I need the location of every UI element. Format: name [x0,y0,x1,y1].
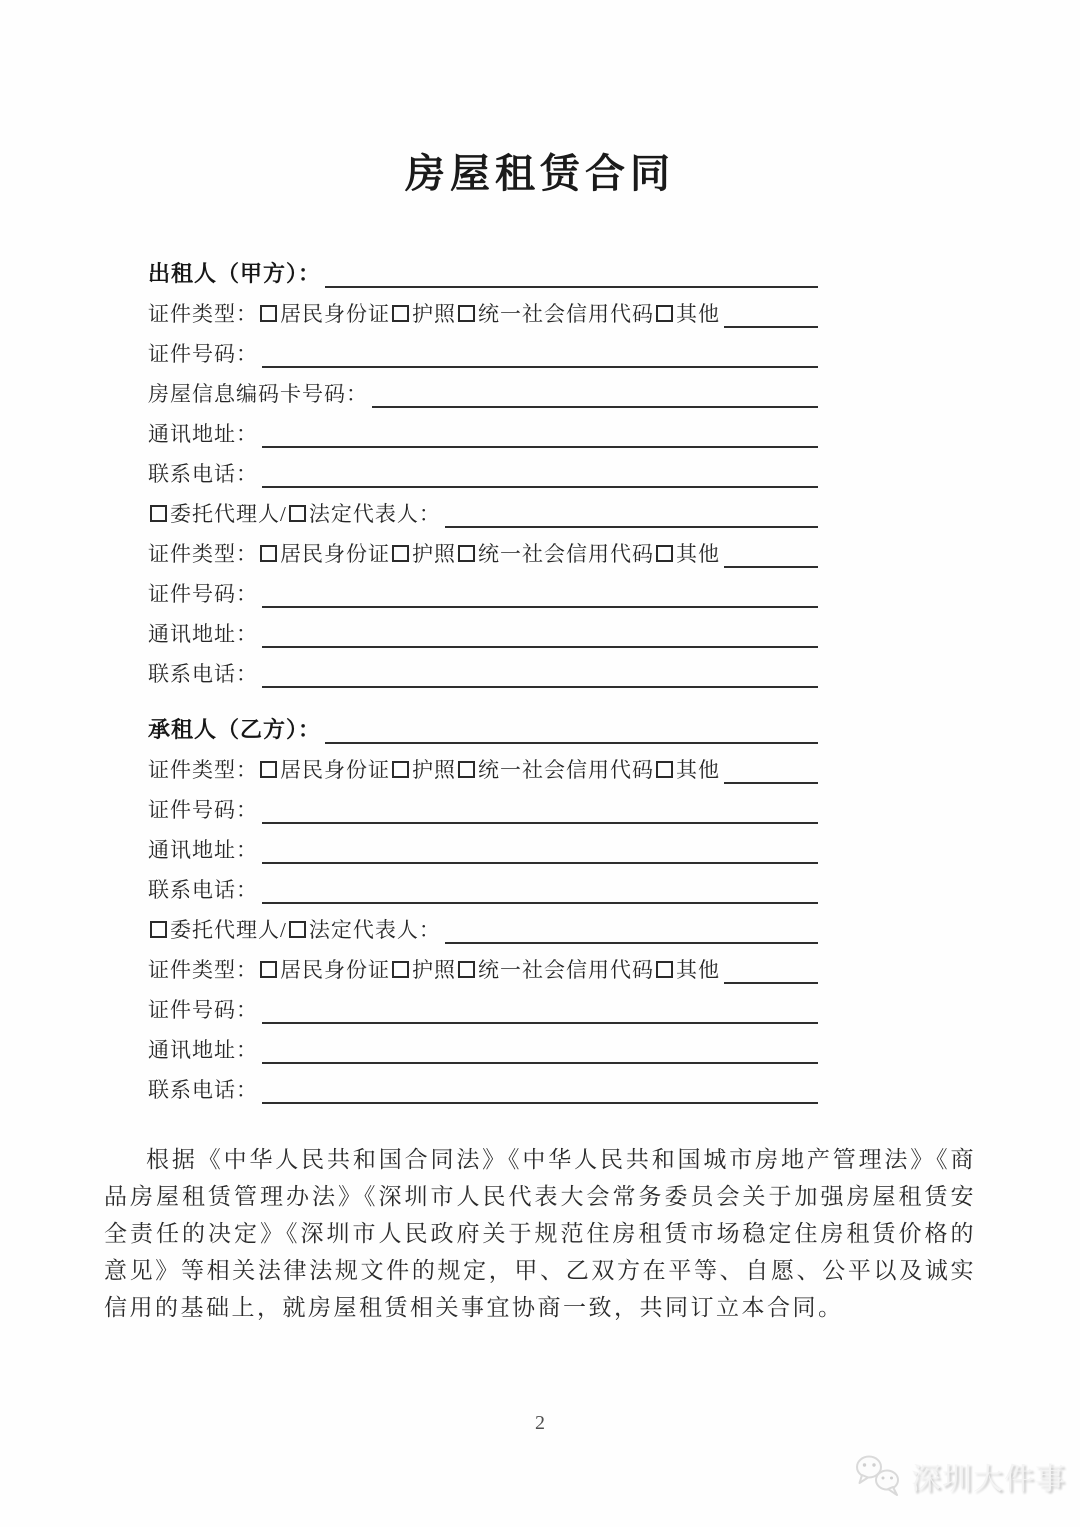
form-row [148,751,818,791]
blank-line [441,911,818,951]
field-label: 委托代理人/ [170,918,287,942]
blank-line [720,295,818,335]
blank-line [258,455,818,495]
option-label: 护照 [412,758,456,782]
option-label: 护照 [412,302,456,326]
field-label: 房屋信息编码卡号码： [148,382,368,406]
checkbox-icon [458,305,475,322]
field-label: 证件号码： [148,998,258,1022]
field-label: 联系电话： [148,878,258,902]
field-label: 通讯地址： [148,622,258,646]
form-row [148,1031,818,1071]
field-label: 证件类型： [148,758,258,782]
watermark-text: 深圳大件事 [911,1463,1066,1496]
checkbox-icon [656,761,673,778]
checkbox-icon [289,921,306,938]
form-row [148,295,818,335]
form-section-party-a [148,255,818,695]
blank-line [368,375,818,415]
option-label: 统一社会信用代码 [478,302,654,326]
blank-line [258,791,818,831]
blank-line [258,335,818,375]
blank-line [258,991,818,1031]
form-section-party-b [148,711,818,1111]
option-label: 居民身份证 [280,302,390,326]
wechat-icon [854,1452,904,1500]
checkbox-icon [458,545,475,562]
form-heading-row [148,255,818,295]
form-row [148,535,818,575]
form-row [148,871,818,911]
checkbox-icon [656,305,673,322]
option-label: 其他 [676,542,720,566]
form-row [148,495,818,535]
field-label: 联系电话： [148,662,258,686]
blank-line [441,495,818,535]
blank-line [258,1031,818,1071]
checkbox-icon [260,961,277,978]
field-label: 通讯地址： [148,838,258,862]
field-label: 联系电话： [148,1078,258,1102]
form-row [148,991,818,1031]
page-title: 房屋租赁合同 [405,151,675,196]
option-label: 护照 [412,542,456,566]
checkbox-icon [150,505,167,522]
checkbox-icon [392,545,409,562]
blank-line [258,575,818,615]
checkbox-icon [260,305,277,322]
form-row [148,951,818,991]
form-row [148,911,818,951]
checkbox-icon [150,921,167,938]
checkbox-icon [392,961,409,978]
form-row [148,1071,818,1111]
checkbox-icon [289,505,306,522]
blank-line [258,831,818,871]
field-label: 证件号码： [148,582,258,606]
field-label: 通讯地址： [148,1038,258,1062]
option-label: 其他 [676,758,720,782]
field-label: 证件号码： [148,798,258,822]
option-label: 其他 [676,302,720,326]
blank-line [258,615,818,655]
blank-line [720,951,818,991]
option-label: 居民身份证 [280,958,390,982]
checkbox-icon [260,545,277,562]
form-row [148,415,818,455]
checkbox-icon [392,761,409,778]
form-heading-row [148,711,818,751]
blank-line [258,655,818,695]
field-label: 委托代理人/ [170,502,287,526]
blank-line [258,1071,818,1111]
form-row [148,455,818,495]
form-row [148,655,818,695]
field-label: 证件类型： [148,302,258,326]
checkbox-icon [656,545,673,562]
checkbox-icon [656,961,673,978]
form-row [148,375,818,415]
contract-form [148,255,818,1111]
checkbox-icon [458,961,475,978]
option-label: 居民身份证 [280,758,390,782]
field-label: 证件类型： [148,542,258,566]
option-label: 统一社会信用代码 [478,542,654,566]
field-label: 出租人（甲方）： [148,261,322,286]
option-label: 统一社会信用代码 [478,958,654,982]
form-row [148,791,818,831]
watermark [854,1452,1066,1500]
form-row [148,575,818,615]
blank-line [321,711,818,751]
form-row [148,335,818,375]
checkbox-icon [392,305,409,322]
blank-line [258,871,818,911]
blank-line [720,535,818,575]
option-label: 居民身份证 [280,542,390,566]
field-label: 法定代表人： [308,502,441,526]
field-label: 通讯地址： [148,422,258,446]
field-label: 证件号码： [148,342,258,366]
blank-line [720,751,818,791]
field-label: 联系电话： [148,462,258,486]
field-label: 法定代表人： [308,918,441,942]
blank-line [258,415,818,455]
option-label: 统一社会信用代码 [478,758,654,782]
legal-paragraph: 根据《中华人民共和国合同法》《中华人民共和国城市房地产管理法》《商品房屋租赁管理办法》《深圳市人民代表大会常务委员会关于加强房屋租赁安全责任的决定》《深圳市人民政府关于规范住房租赁市场稳定住房租赁价格的意见》等相关法律法规文件的规定，甲、乙双方在平等、自愿、公平以及诚实信用的基础上，就房屋租赁相关事宜协商一致，共同订立本合同。 [104,1147,976,1320]
field-label: 证件类型： [148,958,258,982]
option-label: 其他 [676,958,720,982]
checkbox-icon [260,761,277,778]
blank-line [321,255,818,295]
field-label: 承租人（乙方）： [148,717,322,742]
form-row [148,615,818,655]
option-label: 护照 [412,958,456,982]
checkbox-icon [458,761,475,778]
form-row [148,831,818,871]
page-number: 2 [535,1412,545,1434]
